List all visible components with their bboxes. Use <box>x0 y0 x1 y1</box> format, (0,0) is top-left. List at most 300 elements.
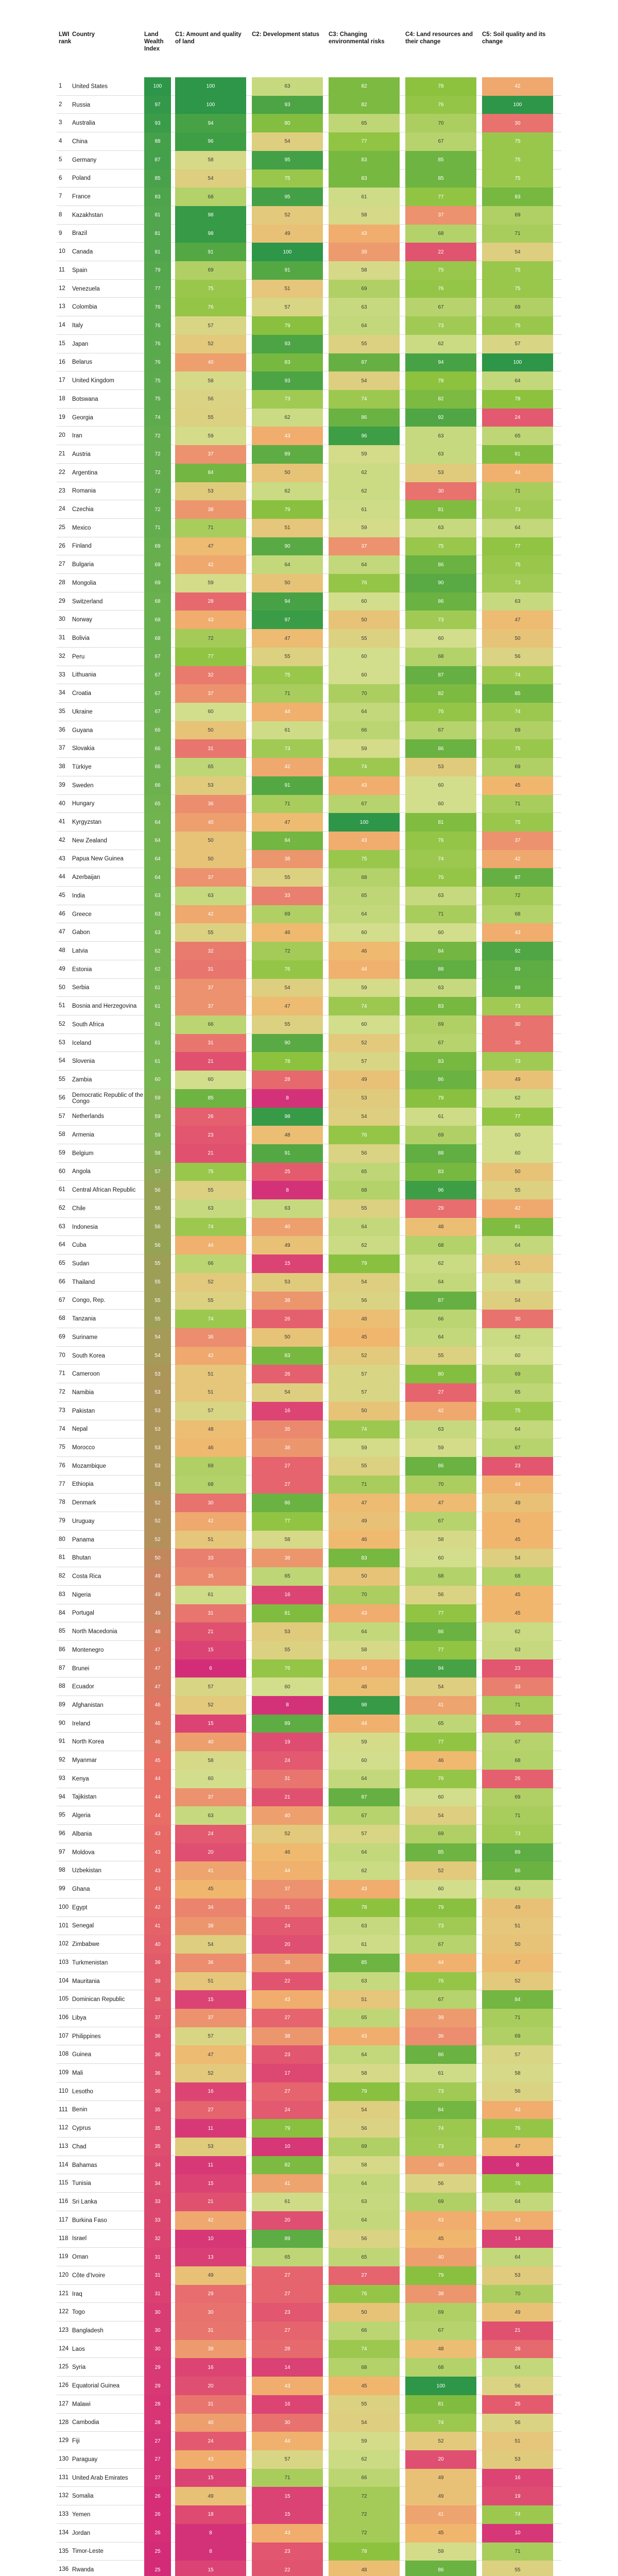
c3-score-cell: 62 <box>329 464 400 482</box>
c3-score-cell: 57 <box>329 1365 400 1383</box>
c3-score-cell: 76 <box>329 1126 400 1144</box>
rank-cell: 54 <box>59 1058 65 1064</box>
c5-score-cell: 76 <box>482 2174 553 2193</box>
rank-cell: 17 <box>59 377 65 384</box>
table-row <box>57 1218 561 1236</box>
c1-score-cell: 21 <box>175 1622 246 1641</box>
country-cell: Serbia <box>72 985 90 991</box>
c1-score-cell: 10 <box>175 2230 246 2248</box>
lwi-score-cell: 47 <box>144 1677 171 1696</box>
country-cell: Oman <box>72 2254 89 2261</box>
table-row <box>57 1715 561 1733</box>
rank-cell: 118 <box>59 2235 68 2242</box>
c5-score-cell: 44 <box>482 1476 553 1494</box>
table-row <box>57 243 561 261</box>
c1-score-cell: 50 <box>175 850 246 869</box>
c2-score-cell: 47 <box>252 997 323 1015</box>
c5-score-cell: 75 <box>482 1402 553 1420</box>
c2-score-cell: 23 <box>252 2045 323 2064</box>
lwi-score-cell: 29 <box>144 2358 171 2377</box>
country-cell: Zimbabwe <box>72 1941 100 1948</box>
c5-score-cell: 51 <box>482 2432 553 2450</box>
c4-score-cell: 64 <box>405 1328 476 1347</box>
c3-score-cell: 57 <box>329 1052 400 1071</box>
c2-score-cell: 41 <box>252 2174 323 2193</box>
c2-score-cell: 22 <box>252 2561 323 2576</box>
c5-score-cell: 81 <box>482 445 553 464</box>
lwi-score-cell: 66 <box>144 758 171 776</box>
c1-score-cell: 46 <box>175 1438 246 1457</box>
c3-score-cell: 100 <box>329 813 400 832</box>
country-cell: Timor-Leste <box>72 2548 104 2555</box>
country-cell: Congo, Rep. <box>72 1297 106 1304</box>
table-row <box>57 2064 561 2082</box>
c1-score-cell: 31 <box>175 2395 246 2414</box>
country-cell: Italy <box>72 323 83 329</box>
country-cell: Czechia <box>72 506 94 513</box>
c3-score-cell: 66 <box>329 2469 400 2487</box>
rank-cell: 84 <box>59 1609 65 1616</box>
c3-score-cell: 68 <box>329 868 400 887</box>
lwi-score-cell: 69 <box>144 574 171 592</box>
c4-score-cell: 68 <box>405 225 476 243</box>
country-cell: Canada <box>72 249 93 256</box>
c4-score-cell: 79 <box>405 2266 476 2285</box>
c4-score-cell: 49 <box>405 2469 476 2487</box>
lwi-score-cell: 28 <box>144 2414 171 2432</box>
c2-score-cell: 90 <box>252 1034 323 1053</box>
c5-score-cell: 45 <box>482 1531 553 1549</box>
rank-cell: 100 <box>59 1904 69 1910</box>
lwi-score-cell: 64 <box>144 813 171 832</box>
rank-cell: 33 <box>59 671 65 678</box>
lwi-score-cell: 54 <box>144 1328 171 1347</box>
c5-score-cell: 64 <box>482 1420 553 1439</box>
c1-score-cell: 53 <box>175 482 246 501</box>
lwi-score-cell: 47 <box>144 1659 171 1678</box>
c4-score-cell: 40 <box>405 2248 476 2266</box>
c4-score-cell: 45 <box>405 2230 476 2248</box>
table-row <box>57 280 561 298</box>
c3-score-cell: 71 <box>329 1476 400 1494</box>
c4-score-cell: 77 <box>405 1733 476 1751</box>
table-row <box>57 758 561 776</box>
c5-score-cell: 49 <box>482 1899 553 1917</box>
country-cell: Austria <box>72 451 91 457</box>
c2-score-cell: 19 <box>252 1733 323 1751</box>
rank-cell: 120 <box>59 2272 69 2278</box>
c2-score-cell: 93 <box>252 371 323 390</box>
table-row <box>57 1071 561 1089</box>
header-c4: C4: Land resources and their change <box>405 31 473 45</box>
c3-score-cell: 64 <box>329 2211 400 2230</box>
rank-cell: 64 <box>59 1242 65 1248</box>
c3-score-cell: 68 <box>329 1181 400 1199</box>
c4-score-cell: 63 <box>405 445 476 464</box>
c5-score-cell: 53 <box>482 2266 553 2285</box>
table-row <box>57 1420 561 1439</box>
c2-score-cell: 63 <box>252 1199 323 1218</box>
rank-cell: 94 <box>59 1793 65 1800</box>
c3-score-cell: 83 <box>329 1549 400 1567</box>
lwi-score-cell: 59 <box>144 1089 171 1108</box>
lwi-score-cell: 35 <box>144 2101 171 2120</box>
rank-cell: 106 <box>59 2014 69 2021</box>
lwi-score-cell: 75 <box>144 371 171 390</box>
c5-score-cell: 50 <box>482 629 553 648</box>
lwi-score-cell: 66 <box>144 739 171 758</box>
c2-score-cell: 38 <box>252 1954 323 1972</box>
c5-score-cell: 30 <box>482 1715 553 1733</box>
c2-score-cell: 58 <box>252 1531 323 1549</box>
c1-score-cell: 96 <box>175 132 246 151</box>
c2-score-cell: 27 <box>252 1476 323 1494</box>
table-row <box>57 2303 561 2321</box>
c3-score-cell: 64 <box>329 316 400 335</box>
lwi-score-cell: 31 <box>144 2248 171 2266</box>
c4-score-cell: 86 <box>405 1457 476 1476</box>
lwi-score-cell: 44 <box>144 1806 171 1825</box>
c1-score-cell: 52 <box>175 1273 246 1292</box>
rank-cell: 70 <box>59 1352 65 1359</box>
c3-score-cell: 43 <box>329 1659 400 1678</box>
rank-cell: 136 <box>59 2566 69 2573</box>
table-row <box>57 1843 561 1862</box>
rank-cell: 98 <box>59 1867 65 1874</box>
c2-score-cell: 83 <box>252 1347 323 1365</box>
c4-score-cell: 67 <box>405 1990 476 2009</box>
c5-score-cell: 19 <box>482 2487 553 2505</box>
country-cell: Namibia <box>72 1389 94 1396</box>
c4-score-cell: 60 <box>405 1549 476 1567</box>
rank-cell: 14 <box>59 322 65 329</box>
lwi-score-cell: 26 <box>144 2524 171 2543</box>
lwi-score-cell: 72 <box>144 464 171 482</box>
lwi-score-cell: 53 <box>144 1476 171 1494</box>
c3-score-cell: 83 <box>329 170 400 188</box>
c1-score-cell: 38 <box>175 500 246 519</box>
c2-score-cell: 21 <box>252 1788 323 1807</box>
c2-score-cell: 14 <box>252 2358 323 2377</box>
table-row <box>57 905 561 924</box>
country-cell: Thailand <box>72 1279 95 1285</box>
c1-score-cell: 13 <box>175 2248 246 2266</box>
country-cell: Australia <box>72 120 95 127</box>
c4-score-cell: 77 <box>405 1604 476 1623</box>
rank-cell: 46 <box>59 910 65 917</box>
country-cell: Switzerland <box>72 598 103 605</box>
c3-score-cell: 63 <box>329 2193 400 2211</box>
c4-score-cell: 76 <box>405 1770 476 1788</box>
c3-score-cell: 59 <box>329 739 400 758</box>
c5-score-cell: 68 <box>482 905 553 924</box>
country-cell: Morocco <box>72 1445 95 1451</box>
c2-score-cell: 65 <box>252 2248 323 2266</box>
c2-score-cell: 44 <box>252 1861 323 1880</box>
c3-score-cell: 54 <box>329 1108 400 1126</box>
table-row <box>57 1806 561 1825</box>
c1-score-cell: 38 <box>175 1917 246 1936</box>
c4-score-cell: 54 <box>405 1806 476 1825</box>
country-cell: Latvia <box>72 948 88 954</box>
c5-score-cell: 89 <box>482 960 553 979</box>
rank-cell: 9 <box>59 230 62 236</box>
c5-score-cell: 67 <box>482 1438 553 1457</box>
c3-score-cell: 54 <box>329 2101 400 2120</box>
rank-cell: 129 <box>59 2437 69 2444</box>
rank-cell: 31 <box>59 635 65 641</box>
country-cell: Bahamas <box>72 2162 97 2168</box>
c5-score-cell: 73 <box>482 1052 553 1071</box>
rank-cell: 47 <box>59 929 65 936</box>
c2-score-cell: 38 <box>252 850 323 869</box>
lwi-score-cell: 55 <box>144 1255 171 1273</box>
c1-score-cell: 31 <box>175 2321 246 2340</box>
c4-score-cell: 65 <box>405 1715 476 1733</box>
rank-cell: 10 <box>59 248 65 255</box>
c2-score-cell: 93 <box>252 335 323 353</box>
country-cell: Philippines <box>72 2033 101 2040</box>
country-cell: Paraguay <box>72 2456 98 2463</box>
table-row <box>57 611 561 629</box>
lwi-score-cell: 60 <box>144 1071 171 1089</box>
c3-score-cell: 49 <box>329 1071 400 1089</box>
c2-score-cell: 44 <box>252 2432 323 2450</box>
lwi-score-cell: 53 <box>144 1383 171 1402</box>
c4-score-cell: 68 <box>405 2358 476 2377</box>
c4-score-cell: 48 <box>405 2340 476 2359</box>
c4-score-cell: 85 <box>405 1843 476 1862</box>
country-cell: Uzbekistan <box>72 1868 101 1874</box>
c3-score-cell: 51 <box>329 1990 400 2009</box>
country-cell: Kazakhstan <box>72 212 104 218</box>
c5-score-cell: 71 <box>482 795 553 814</box>
table-row <box>57 427 561 445</box>
c4-score-cell: 86 <box>405 1622 476 1641</box>
table-row <box>57 482 561 501</box>
c1-score-cell: 47 <box>175 537 246 556</box>
c1-score-cell: 53 <box>175 2138 246 2156</box>
rank-cell: 124 <box>59 2345 69 2352</box>
c5-score-cell: 64 <box>482 2358 553 2377</box>
c4-score-cell: 85 <box>405 151 476 170</box>
c1-score-cell: 85 <box>175 1089 246 1108</box>
c4-score-cell: 67 <box>405 1034 476 1053</box>
c1-score-cell: 40 <box>175 813 246 832</box>
lwi-score-cell: 49 <box>144 1604 171 1623</box>
c5-score-cell: 60 <box>482 1126 553 1144</box>
country-cell: Sudan <box>72 1260 90 1267</box>
country-cell: Equatorial Guinea <box>72 2383 120 2389</box>
c1-score-cell: 69 <box>175 1457 246 1476</box>
c4-score-cell: 60 <box>405 1788 476 1807</box>
c5-score-cell: 50 <box>482 1935 553 1954</box>
rank-cell: 49 <box>59 965 65 972</box>
rank-cell: 89 <box>59 1702 65 1708</box>
c3-score-cell: 48 <box>329 1677 400 1696</box>
c3-score-cell: 58 <box>329 206 400 225</box>
c3-score-cell: 64 <box>329 1770 400 1788</box>
c2-score-cell: 76 <box>252 960 323 979</box>
lwi-score-cell: 87 <box>144 151 171 170</box>
c2-score-cell: 95 <box>252 151 323 170</box>
lwi-score-cell: 64 <box>144 868 171 887</box>
c3-score-cell: 72 <box>329 2487 400 2505</box>
c5-score-cell: 63 <box>482 592 553 611</box>
rank-cell: 92 <box>59 1757 65 1764</box>
table-row <box>57 1586 561 1604</box>
lwi-score-cell: 47 <box>144 1641 171 1659</box>
c2-score-cell: 75 <box>252 666 323 685</box>
c5-score-cell: 71 <box>482 2543 553 2561</box>
c5-score-cell: 69 <box>482 2027 553 2046</box>
c2-score-cell: 30 <box>252 2414 323 2432</box>
lwi-score-cell: 72 <box>144 482 171 501</box>
c5-score-cell: 26 <box>482 1770 553 1788</box>
c4-score-cell: 69 <box>405 1126 476 1144</box>
lwi-score-cell: 81 <box>144 225 171 243</box>
lwi-score-cell: 72 <box>144 445 171 464</box>
c5-score-cell: 37 <box>482 832 553 850</box>
c2-score-cell: 46 <box>252 923 323 942</box>
c1-score-cell: 16 <box>175 2082 246 2101</box>
c4-score-cell: 63 <box>405 979 476 997</box>
c5-score-cell: 75 <box>482 555 553 574</box>
rank-cell: 71 <box>59 1370 65 1377</box>
country-cell: South Korea <box>72 1352 105 1359</box>
country-cell: Guyana <box>72 727 93 734</box>
c2-score-cell: 27 <box>252 1457 323 1476</box>
country-cell: Armenia <box>72 1132 94 1139</box>
table-row <box>57 923 561 942</box>
c3-score-cell: 70 <box>329 1586 400 1604</box>
c3-score-cell: 43 <box>329 776 400 795</box>
rank-cell: 39 <box>59 782 65 788</box>
country-cell: Afghanistan <box>72 1702 104 1708</box>
table-row <box>57 1659 561 1678</box>
c3-score-cell: 56 <box>329 2119 400 2138</box>
c1-score-cell: 49 <box>175 2266 246 2285</box>
c4-score-cell: 46 <box>405 1751 476 1770</box>
c5-score-cell: 51 <box>482 1917 553 1936</box>
c5-score-cell: 86 <box>482 1861 553 1880</box>
c1-score-cell: 56 <box>175 390 246 409</box>
lwi-score-cell: 28 <box>144 2395 171 2414</box>
table-row <box>57 2543 561 2561</box>
c2-score-cell: 72 <box>252 942 323 960</box>
country-cell: Ghana <box>72 1886 90 1892</box>
table-row <box>57 1476 561 1494</box>
country-cell: Kenya <box>72 1775 89 1782</box>
c3-score-cell: 65 <box>329 114 400 132</box>
rank-cell: 15 <box>59 340 65 347</box>
c3-score-cell: 60 <box>329 648 400 666</box>
c4-score-cell: 79 <box>405 1089 476 1108</box>
c4-score-cell: 96 <box>405 1181 476 1199</box>
c5-score-cell: 57 <box>482 2045 553 2064</box>
c1-score-cell: 44 <box>175 1236 246 1255</box>
rank-cell: 32 <box>59 653 65 659</box>
lwi-score-cell: 53 <box>144 1402 171 1420</box>
c4-score-cell: 74 <box>405 850 476 869</box>
c3-score-cell: 62 <box>329 2450 400 2469</box>
c5-score-cell: 77 <box>482 537 553 556</box>
country-cell: Cyprus <box>72 2125 91 2132</box>
rank-cell: 93 <box>59 1775 65 1782</box>
c4-score-cell: 76 <box>405 96 476 114</box>
country-cell: Lithuania <box>72 672 96 679</box>
c3-score-cell: 68 <box>329 2358 400 2377</box>
c4-score-cell: 41 <box>405 2505 476 2524</box>
c5-score-cell: 65 <box>482 1383 553 1402</box>
rank-cell: 58 <box>59 1131 65 1138</box>
table-row <box>57 2524 561 2543</box>
country-cell: Finland <box>72 543 92 550</box>
c5-score-cell: 21 <box>482 2321 553 2340</box>
lwi-score-cell: 69 <box>144 555 171 574</box>
c2-score-cell: 78 <box>252 1052 323 1071</box>
c5-score-cell: 56 <box>482 2377 553 2395</box>
c3-score-cell: 43 <box>329 1604 400 1623</box>
country-cell: Lesotho <box>72 2088 93 2095</box>
table-row <box>57 979 561 997</box>
c2-score-cell: 80 <box>252 114 323 132</box>
country-cell: Albania <box>72 1831 92 1837</box>
country-cell: Uruguay <box>72 1518 95 1524</box>
c4-score-cell: 60 <box>405 795 476 814</box>
c3-score-cell: 61 <box>329 500 400 519</box>
c1-score-cell: 54 <box>175 170 246 188</box>
table-row <box>57 335 561 353</box>
c2-score-cell: 27 <box>252 2285 323 2303</box>
country-cell: Nepal <box>72 1426 88 1433</box>
c4-score-cell: 86 <box>405 1071 476 1089</box>
c5-score-cell: 30 <box>482 1034 553 1053</box>
c3-score-cell: 60 <box>329 923 400 942</box>
rank-cell: 99 <box>59 1886 65 1892</box>
c1-score-cell: 28 <box>175 592 246 611</box>
c5-score-cell: 75 <box>482 739 553 758</box>
country-cell: Papua New Guinea <box>72 856 124 862</box>
country-cell: Fiji <box>72 2438 80 2445</box>
rank-cell: 57 <box>59 1113 65 1120</box>
lwi-score-cell: 40 <box>144 1935 171 1954</box>
country-cell: Belarus <box>72 359 92 366</box>
table-row <box>57 2119 561 2138</box>
c4-score-cell: 83 <box>405 1163 476 1181</box>
rank-cell: 97 <box>59 1849 65 1855</box>
c1-score-cell: 77 <box>175 648 246 666</box>
country-cell: Ireland <box>72 1720 91 1727</box>
lwi-score-cell: 49 <box>144 1567 171 1586</box>
c3-score-cell: 65 <box>329 2009 400 2027</box>
c2-score-cell: 15 <box>252 2487 323 2505</box>
c3-score-cell: 64 <box>329 905 400 924</box>
c3-score-cell: 69 <box>329 280 400 298</box>
c1-score-cell: 37 <box>175 1788 246 1807</box>
rank-cell: 87 <box>59 1665 65 1671</box>
lwi-score-cell: 68 <box>144 611 171 629</box>
c1-score-cell: 47 <box>175 2045 246 2064</box>
country-cell: Iraq <box>72 2291 82 2297</box>
c1-score-cell: 48 <box>175 1420 246 1439</box>
table-row <box>57 648 561 666</box>
country-cell: Jordan <box>72 2530 91 2536</box>
table-row <box>57 2432 561 2450</box>
rank-cell: 108 <box>59 2051 69 2058</box>
c2-score-cell: 61 <box>252 2193 323 2211</box>
rank-cell: 6 <box>59 175 62 181</box>
